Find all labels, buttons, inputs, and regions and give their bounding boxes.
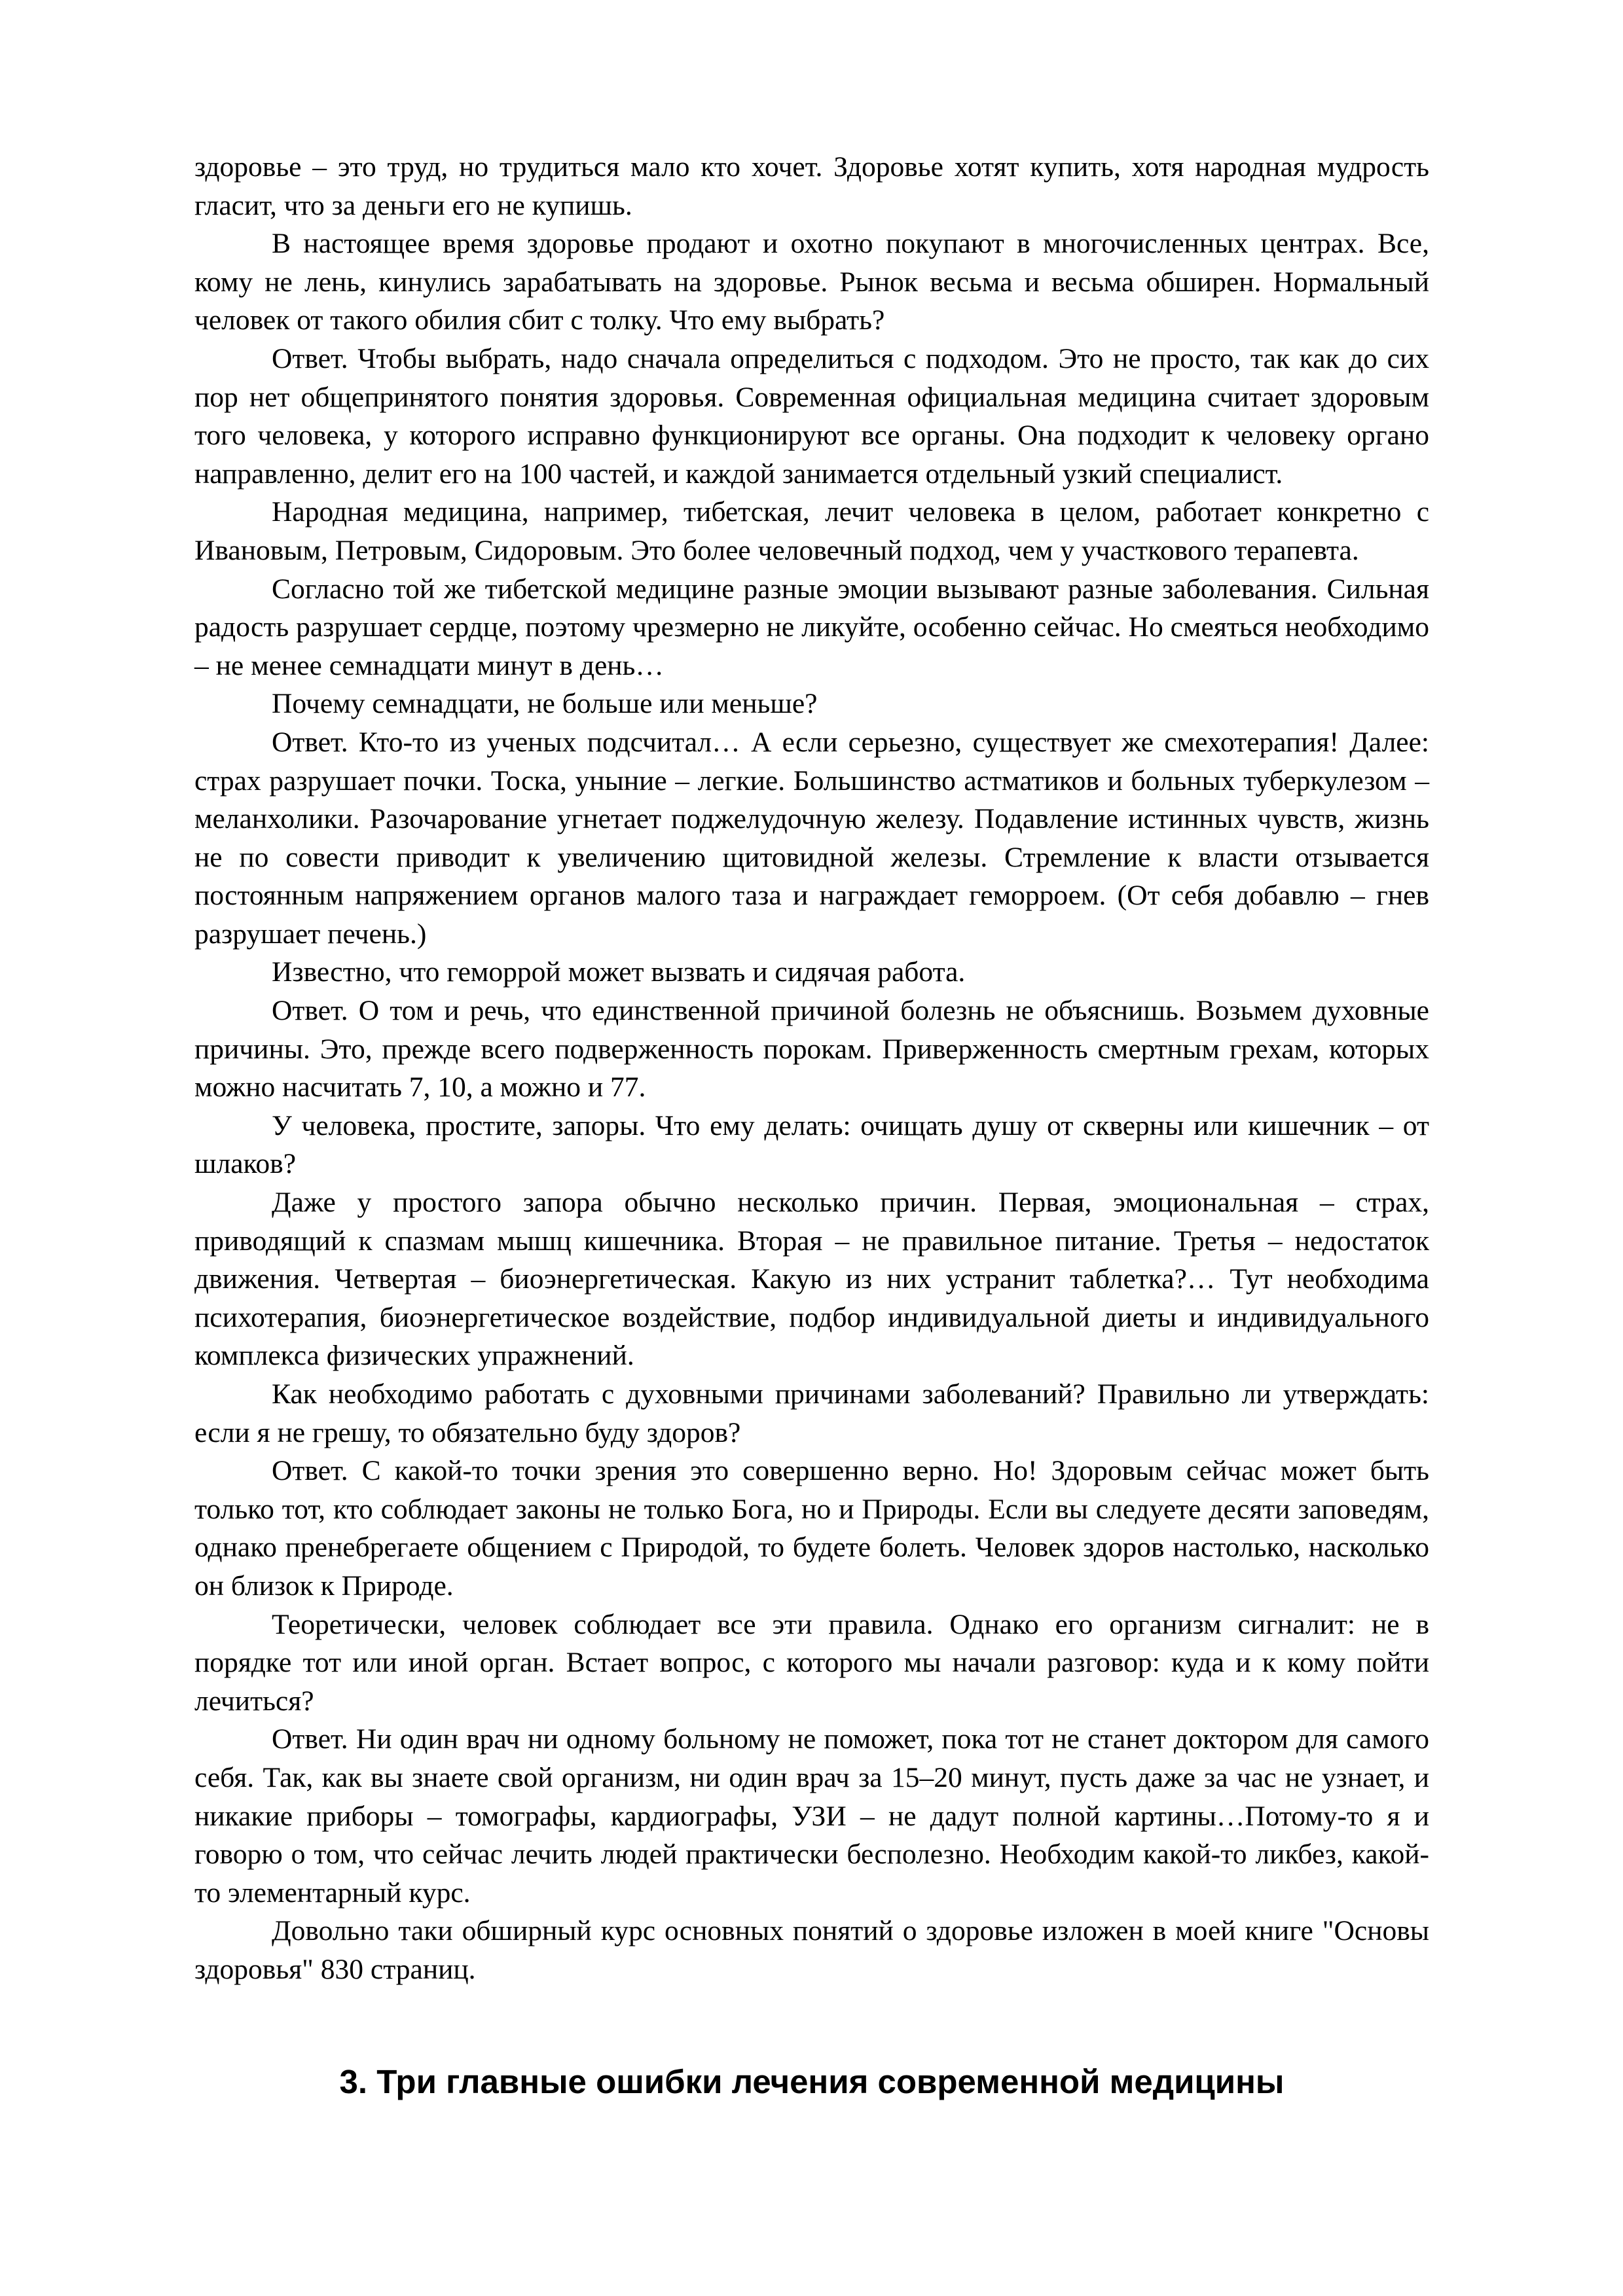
paragraph-4: Народная медицина, например, тибетская, лечит человека в целом, работает конкретно с Ивановым, Петровым, Сидоровым. Это более человечный подход, чем у участкового терапевта.: [194, 496, 1429, 566]
paragraph-13: Ответ. С какой-то точки зрения это совершенно верно. Но! Здоровым сейчас может быть только тот, кто соблюдает законы не только Бога, но и Природы. Если вы следуете десяти заповедям, однако пренебрегаете общением с Природой, то будете болеть. Человек здоров настолько, насколько он близок к Природе.: [194, 1455, 1429, 1602]
paragraph-3: Ответ. Чтобы выбрать, надо сначала определиться с подходом. Это не просто, так как до сих пор нет общепринятого понятия здоровья. Современная официальная медицина считает здоровым того человека, у которого исправно функционируют все органы. Она подходит к человеку органо направленно, делит его на 100 частей, и каждой занимается отдельный узкий специалист.: [194, 342, 1429, 490]
paragraph-12: Как необходимо работать с духовными причинами заболеваний? Правильно ли утверждать: если я не грешу, то обязательно буду здоров?: [194, 1378, 1429, 1448]
paragraph-1: здоровье – это труд, но трудиться мало кто хочет. Здоровье хотят купить, хотя народная мудрость гласит, что за деньги его не купишь.: [194, 151, 1429, 221]
paragraph-16: Довольно таки обширный курс основных понятий о здоровье изложен в моей книге "Основы здоровья" 830 страниц.: [194, 1915, 1429, 1985]
document-body: [194, 148, 1429, 1989]
paragraph-2: В настоящее время здоровье продают и охотно покупают в многочисленных центрах. Все, кому не лень, кинулись зарабатывать на здоровье. Рынок весьма и весьма обширен. Нормальный человек от такого обилия сбит с толку. Что ему выбрать?: [194, 228, 1429, 336]
paragraph-6: Почему семнадцати, не больше или меньше?: [272, 688, 818, 720]
paragraph-8: Известно, что геморрой может вызвать и сидячая работа.: [272, 956, 966, 988]
paragraph-9: Ответ. О том и речь, что единственной причиной болезнь не объяснишь. Возьмем духовные причины. Это, прежде всего подверженность порокам. Приверженность смертным грехам, которых можно насчитать 7, 10, а можно и 77.: [194, 995, 1429, 1103]
paragraph-11: Даже у простого запора обычно несколько причин. Первая, эмоциональная – страх, приводящий к спазмам мышц кишечника. Вторая – не правильное питание. Третья – недостаток движения. Четвертая – биоэнергетическая. Какую из них устранит таблетка?… Тут необходима психотерапия, биоэнергетическое воздействие, подбор индивидуальной диеты и индивидуального комплекса физических упражнений.: [194, 1187, 1429, 1372]
paragraph-14: Теоретически, человек соблюдает все эти правила. Однако его организм сигналит: не в порядке тот или иной орган. Встает вопрос, с которого мы начали разговор: куда и к кому пойти лечиться?: [194, 1608, 1429, 1717]
paragraph-7: Ответ. Кто-то из ученых подсчитал… А если серьезно, существует же смехотерапия! Далее: страх разрушает почки. Тоска, уныние – легкие. Большинство астматиков и больных туберкулезом – меланхолики. Разочарование угнетает поджелудочную железу. Подавление истинных чувств, жизнь не по совести приводит к увеличению щитовидной железы. Стремление к власти отзывается постоянным напряжением органов малого таза и награждает геморроем. (От себя добавлю – гнев разрушает печень.): [194, 726, 1429, 950]
paragraph-10: У человека, простите, запоры. Что ему делать: очищать душу от скверны или кишечник – от шлаков?: [194, 1109, 1429, 1180]
paragraph-5: Согласно той же тибетской медицине разные эмоции вызывают разные заболевания. Сильная радость разрушает сердце, поэтому чрезмерно не ликуйте, особенно сейчас. Но смеяться необходимо – не менее семнадцати минут в день…: [194, 573, 1429, 681]
paragraph-15: Ответ. Ни один врач ни одному больному не поможет, пока тот не станет доктором для самого себя. Так, как вы знаете свой организм, ни один врач за 15–20 минут, пусть даже за час не узнает, и никакие приборы – томографы, кардиографы, УЗИ – не дадут полной картины…Потому-то я и говорю о том, что сейчас лечить людей практически бесполезно. Необходим какой-то ликбез, какой-то элементарный курс.: [194, 1723, 1429, 1909]
section-heading: 3. Три главные ошибки лечения современной медицины: [339, 2063, 1285, 2101]
